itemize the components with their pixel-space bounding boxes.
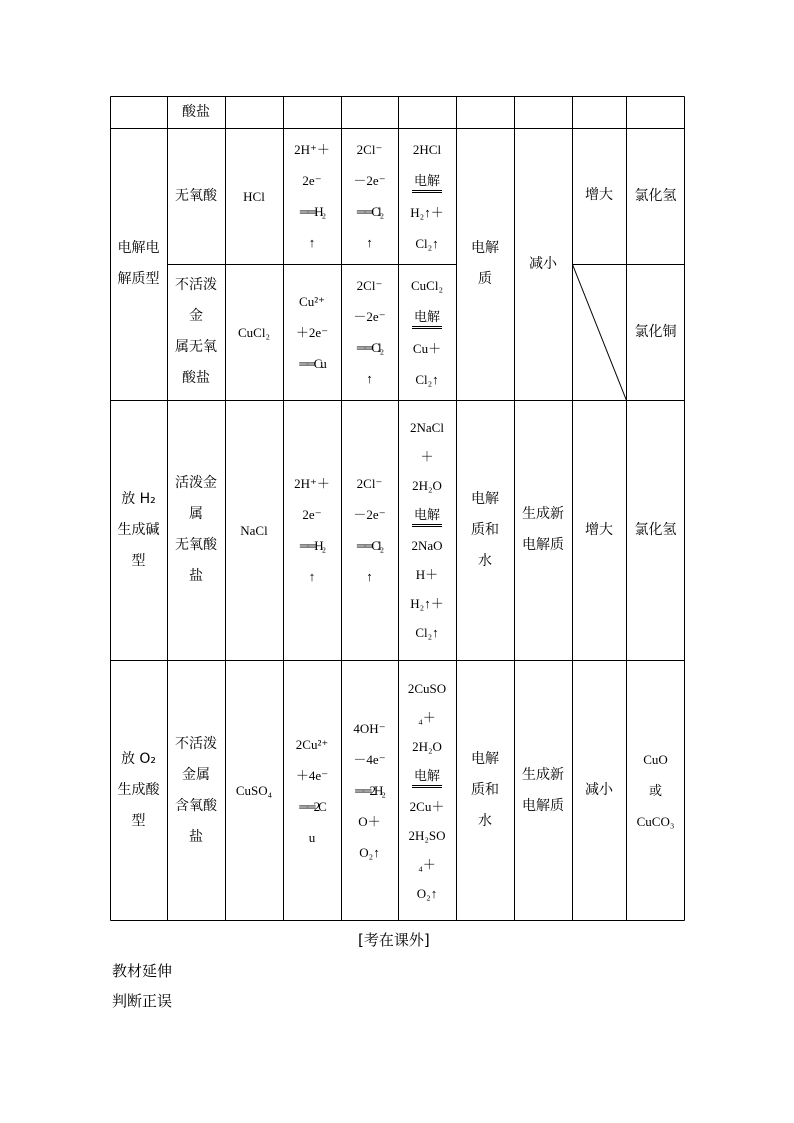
cell-text: 金 <box>189 308 203 324</box>
a2-overall <box>398 264 456 400</box>
cell-text: ↑ <box>366 235 373 250</box>
cell-text: 增大 <box>585 187 613 203</box>
cell-text: ＋4e⁻ <box>295 767 329 783</box>
cell-text: ＋ <box>420 449 434 464</box>
cell-text: 2H₂O <box>412 478 442 493</box>
cell-text: 2e⁻ <box>302 507 322 522</box>
cell-text: HCl <box>243 188 265 204</box>
cell-text: 2H⁺＋ <box>294 142 330 157</box>
row0-type-cell <box>167 96 225 128</box>
a2-restore <box>626 264 685 400</box>
cell-text: 增大 <box>585 521 613 538</box>
section-subheading: 判断正误 <box>112 992 173 1010</box>
cell-text: 不活泼 <box>175 277 217 293</box>
a1-overall <box>398 128 456 264</box>
b-restore <box>626 400 685 660</box>
cell-text: 生成新 <box>522 506 564 522</box>
a2-example <box>225 264 283 400</box>
cell-text: 质 <box>478 271 492 287</box>
cell-text: 2H₂SO <box>408 827 446 843</box>
cell-text: 无氧酸 <box>175 187 217 204</box>
cell-text: ══H₂ <box>299 204 325 219</box>
cell-text: H₂↑＋ <box>410 596 444 611</box>
cell-text: CuO <box>643 752 668 767</box>
cell-text: 氯化氢 <box>634 187 677 204</box>
c-restore <box>626 660 685 921</box>
cell-text: 2H₂O <box>412 738 442 754</box>
group-b-label <box>110 400 167 660</box>
cell-text: －4e⁻ <box>353 752 386 767</box>
cell-text: ₄＋ <box>418 709 436 725</box>
cell-text: ══Cl₂ <box>356 538 383 553</box>
cell-text: 2Cu＋ <box>409 798 445 814</box>
section-heading: 教材延伸 <box>112 962 173 980</box>
cell-text: 2H⁺＋ <box>294 476 330 491</box>
cell-text: 减小 <box>529 255 557 272</box>
cell-text: Cl₂↑ <box>415 235 439 251</box>
cell-text: 生成酸 <box>117 782 160 798</box>
electrolysis-condition: 电解 <box>412 308 442 329</box>
cell-text: ＋2e⁻ <box>295 324 329 340</box>
cell-text: 电解 <box>471 490 499 507</box>
cell-text: 氯化铜 <box>634 323 677 340</box>
cell-text: Cl₂↑ <box>415 371 439 387</box>
b-example <box>225 400 283 660</box>
electrolysis-condition: 电解 <box>412 172 442 193</box>
a1-restore <box>626 128 685 264</box>
cell-text: 电解质 <box>522 537 564 553</box>
electrolysis-condition: 电解 <box>412 506 442 527</box>
cell-text: －2e⁻ <box>353 309 386 324</box>
cell-text: CuSO₄ <box>235 783 273 798</box>
cell-text: 4OH⁻ <box>353 721 386 736</box>
cell-text: 电解质 <box>522 797 564 814</box>
cell-text: CuCl₂ <box>411 277 443 293</box>
c-example <box>225 660 283 921</box>
c-overall <box>398 660 456 921</box>
cell-text: 放 H₂ <box>121 490 156 507</box>
cell-text: ↑ <box>308 235 316 250</box>
b-cathode <box>283 400 341 660</box>
cell-text: 水 <box>478 552 492 569</box>
cell-text: 质和 <box>471 521 499 538</box>
cell-text: Cu＋ <box>412 340 442 356</box>
cell-text: O₂↑ <box>416 885 438 901</box>
cell-text: 电解 <box>471 751 499 767</box>
a2-cathode <box>283 264 341 400</box>
c-concentration <box>514 660 572 921</box>
cell-text: 2e⁻ <box>302 173 322 188</box>
group-a-label <box>110 128 167 400</box>
a1-type <box>167 128 225 264</box>
cell-text: 2Cl⁻ <box>356 278 383 293</box>
cell-text: 属无氧 <box>175 339 217 355</box>
electrolysis-condition: 电解 <box>412 767 442 788</box>
c-type <box>167 660 225 921</box>
cell-text: 2HCl <box>412 141 442 157</box>
cell-text: －2e⁻ <box>353 507 386 522</box>
cell-text: 减小 <box>585 782 613 798</box>
cell-text: Cl₂↑ <box>415 625 439 640</box>
cell-text: 型 <box>131 813 146 829</box>
cell-text: 无氧酸 <box>175 537 217 553</box>
b-concentration <box>514 400 572 660</box>
cell-text: 型 <box>131 552 146 569</box>
cell-text: ══2C <box>299 798 325 814</box>
b-anode <box>341 400 398 660</box>
a2-anode <box>341 264 398 400</box>
c-cathode <box>283 660 341 921</box>
c-object <box>456 660 514 921</box>
cell-text: 放 O₂ <box>120 751 157 767</box>
cell-text: 或 <box>648 783 662 798</box>
cell-text: ↑ <box>366 371 373 386</box>
b-overall <box>398 400 456 660</box>
cell-text: 2Cl⁻ <box>356 142 383 157</box>
cell-text: 含氧酸 <box>175 797 217 814</box>
cell-text: 电解电 <box>117 240 160 256</box>
cell-text: u <box>308 829 316 845</box>
b-type <box>167 400 225 660</box>
cell-text: O₂↑ <box>359 845 380 860</box>
cell-text: ₄＋ <box>418 856 436 872</box>
a1-anode <box>341 128 398 264</box>
cell-text: 2NaCl <box>410 420 444 435</box>
a1-cathode <box>283 128 341 264</box>
cell-text: ══Cu <box>299 355 325 371</box>
cell-text: ══Cl₂ <box>356 340 383 355</box>
c-ph <box>572 660 626 921</box>
cell-text: H＋ <box>415 567 439 582</box>
cell-text: O＋ <box>358 814 381 829</box>
cell-text: 电解 <box>471 240 499 256</box>
a2-type <box>167 264 225 400</box>
c-anode <box>341 660 398 921</box>
cell-text: 酸盐 <box>182 370 210 386</box>
cell-text: ══Cl₂ <box>356 204 383 219</box>
b-object <box>456 400 514 660</box>
a1-example <box>225 128 283 264</box>
cell-text: 氯化氢 <box>634 521 677 538</box>
electrolysis-table <box>110 96 685 921</box>
cell-text: ↑ <box>308 569 316 584</box>
diagonal-slash <box>573 265 627 401</box>
cell-text: CuCO₃ <box>636 814 675 829</box>
cell-text: 质和 <box>471 782 499 798</box>
section-caption: [考在课外] <box>358 931 430 949</box>
a1-ph <box>572 128 626 264</box>
group-c-label <box>110 660 167 921</box>
cell-text: 盐 <box>189 568 203 584</box>
cell-text: 2NaO <box>411 538 443 553</box>
b-ph <box>572 400 626 660</box>
cell-text: 金属 <box>182 766 210 783</box>
cell-text: 盐 <box>189 828 203 845</box>
cell-text: 2Cl⁻ <box>356 476 383 491</box>
cell-text: 水 <box>478 813 492 829</box>
cell-text: ══2H₂ <box>355 783 384 798</box>
cell-text: 解质型 <box>117 271 160 287</box>
cell-text: 2Cu²⁺ <box>295 736 329 752</box>
cell-text: 属 <box>189 506 203 522</box>
cell-text: H₂↑＋ <box>410 204 444 220</box>
cell-text: 生成新 <box>522 766 564 783</box>
cell-text: ══H₂ <box>299 538 325 553</box>
cell-text: ↑ <box>366 569 373 584</box>
cell-text: NaCl <box>240 522 268 538</box>
cell-text: 生成碱 <box>117 521 160 538</box>
cell-text: －2e⁻ <box>353 173 386 188</box>
a-concentration <box>514 128 572 400</box>
cell-text: 2CuSO <box>407 680 447 696</box>
cell-text: CuCl₂ <box>238 324 270 340</box>
a-object <box>456 128 514 400</box>
cell-text: 活泼金 <box>175 475 217 491</box>
cell-text: 酸盐 <box>182 103 210 120</box>
cell-text: 不活泼 <box>175 735 217 752</box>
cell-text: Cu²⁺ <box>299 293 325 309</box>
